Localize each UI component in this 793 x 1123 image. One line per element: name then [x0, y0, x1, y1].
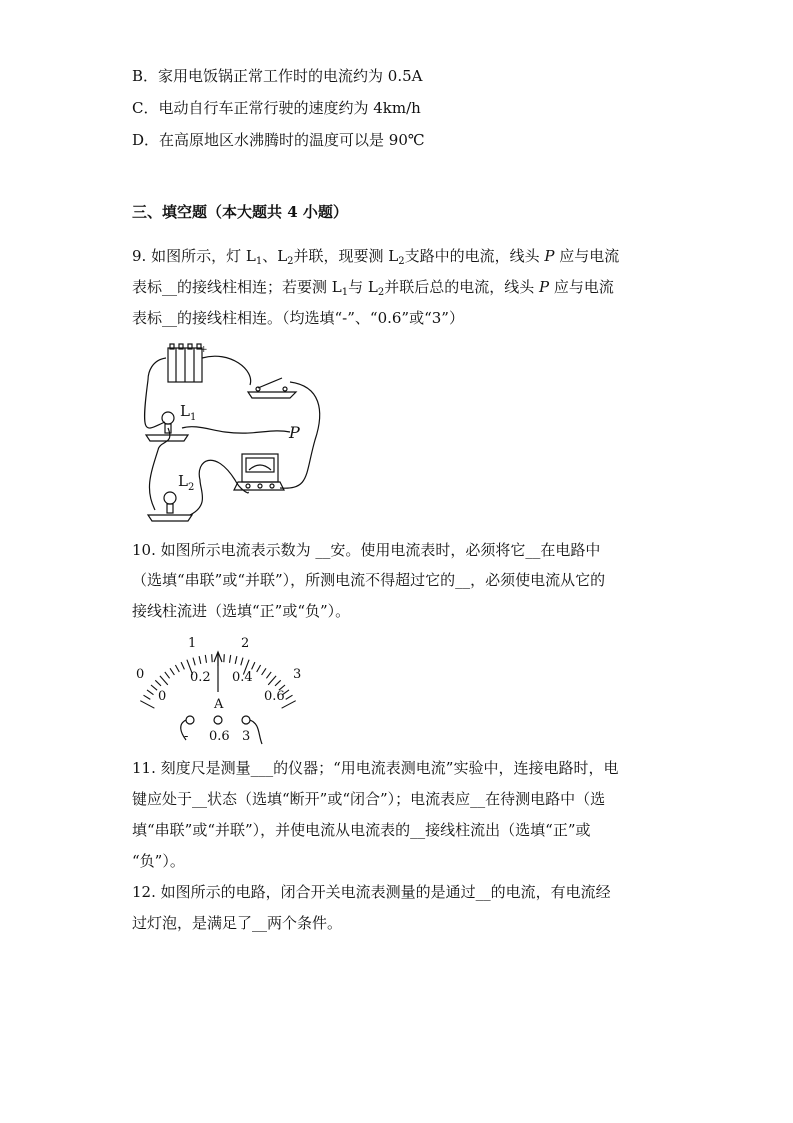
dial-tick — [144, 695, 151, 699]
dial-tick — [230, 655, 231, 663]
lamp-l2-label: $L_2$ — [178, 472, 195, 493]
dial-tick — [147, 690, 154, 695]
q11-line-2: 键应处于__状态（选填“断开”或“闭合”）；电流表应__在待测电路中（选 — [132, 790, 606, 808]
option-d: D．在高原地区水沸腾时的温度可以是 90℃ — [132, 131, 425, 149]
q12-line-1: 12. 如图所示的电路，闭合开关电流表测量的是通过__的电流，有电流经 — [132, 883, 611, 901]
dial-tick — [212, 654, 213, 662]
battery-minus-label: - — [178, 340, 182, 345]
option-b: B．家用电饭锅正常工作时的电流约为 0.5A — [132, 67, 423, 85]
terminal-3-label: 3 — [242, 729, 251, 744]
dial-tick — [205, 655, 206, 663]
scale-inner-0-6: 0.6 — [264, 689, 285, 704]
dial-tick — [151, 685, 157, 690]
dial-tick — [199, 656, 201, 664]
option-c: C．电动自行车正常行驶的速度约为 4km/h — [132, 99, 421, 117]
q10-line-2: （选填“串联”或“并联”），所测电流不得超过它的__，必须使电流从它的 — [132, 571, 606, 589]
section-heading: 三、填空题（本大题共 4 小题） — [132, 203, 348, 221]
q11-line-4: “负”）。 — [132, 852, 185, 870]
q11-line-1: 11. 刻度尺是测量___的仪器；“用电流表测电流”实验中，连接电路时，电 — [132, 759, 619, 777]
q9-line-1: 9. 如图所示，灯 $L_1$、$L_2$并联，现要测 $L_2$支路中的电流，线头 P 应与电流 — [132, 247, 620, 267]
dial-tick — [235, 656, 237, 664]
scale-inner-0: 0 — [158, 689, 167, 704]
dial-tick — [257, 665, 261, 672]
q9-line-2: 表标__的接线柱相连；若要测 $L_1$与 $L_2$并联后总的电流，线头 P 应与电流 — [132, 278, 614, 298]
scale-outer-2: 2 — [241, 636, 250, 651]
q9-line-3: 表标__的接线柱相连。（均选填“-”、“0.6”或“3”） — [132, 309, 464, 327]
dial-tick — [241, 658, 243, 666]
dial-tick — [275, 680, 281, 686]
dial-tick — [268, 676, 276, 685]
dial-tick — [140, 701, 154, 709]
scale-inner-0-4: 0.4 — [232, 670, 253, 685]
dial-tick — [266, 672, 271, 678]
dial-tick — [175, 665, 179, 672]
ammeter-dial-figure — [128, 632, 308, 750]
unit-a-label: A — [214, 697, 224, 712]
q11-line-3: 填“串联”或“并联”），并使电流从电流表的__接线柱流出（选填“正”或 — [132, 821, 591, 839]
q12-line-2: 过灯泡，是满足了__两个条件。 — [132, 914, 343, 932]
dial-tick — [286, 695, 293, 699]
scale-outer-3: 3 — [293, 667, 302, 682]
dial-tick — [170, 668, 174, 675]
dial-tick — [155, 680, 161, 686]
scale-outer-1: 1 — [188, 636, 197, 651]
q10-line-3: 接线柱流进（选填“正”或“负”）。 — [132, 602, 351, 620]
scale-outer-0: 0 — [136, 667, 145, 682]
lamp-l1-label: $L_1$ — [180, 402, 197, 423]
wire-end-p-label: P — [289, 423, 300, 442]
dial-tick — [165, 672, 170, 678]
dial-tick — [224, 654, 225, 662]
parallel-circuit-figure — [130, 340, 330, 530]
battery-plus-label: + — [200, 345, 208, 355]
dial-tick — [252, 662, 255, 669]
terminal-minus-label: - — [184, 729, 189, 744]
dial-tick — [181, 662, 184, 669]
scale-inner-0-2: 0.2 — [190, 670, 211, 685]
terminal-0-6-label: 0.6 — [209, 729, 230, 744]
q10-line-1: 10. 如图所示电流表示数为 __安。使用电流表时，必须将它__在电路中 — [132, 541, 601, 559]
dial-tick — [193, 658, 195, 666]
dial-tick — [160, 676, 168, 685]
dial-tick — [262, 668, 266, 675]
